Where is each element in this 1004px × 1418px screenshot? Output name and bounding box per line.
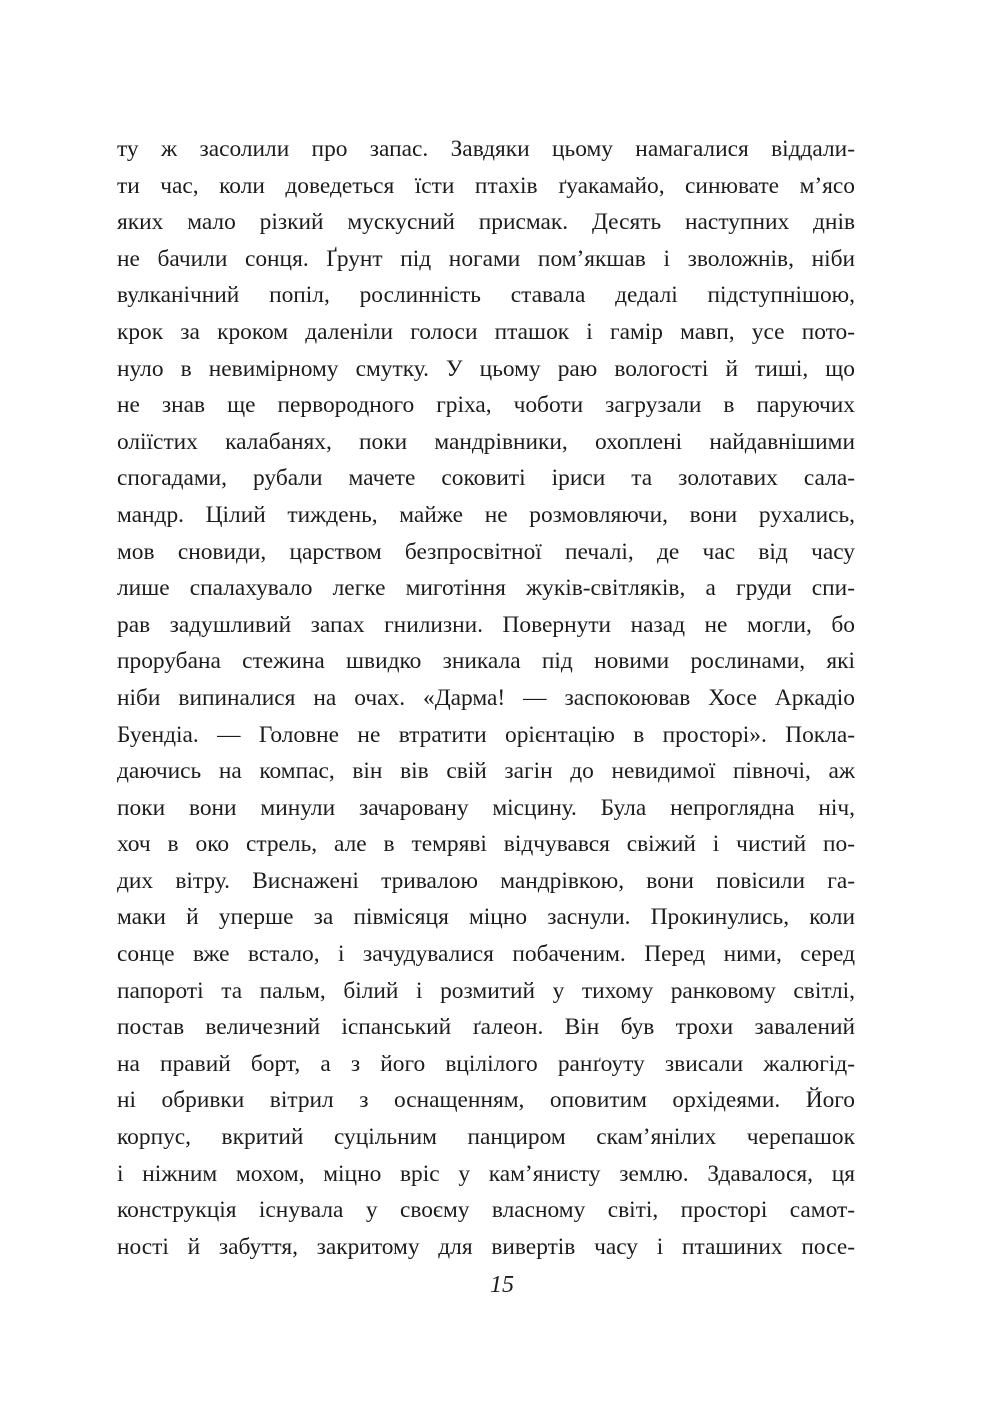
text-line: спогадами, рубали мачете соковиті іриси та золотавих сала-	[117, 465, 855, 492]
text-line: нуло в невимірному смутку. У цьому раю вологості й тиші, що	[117, 355, 855, 382]
text-line: лише спалахувало легке миготіння жуків-світляків, а груди спи-	[117, 575, 855, 602]
text-line: ту ж засолили про запас. Завдяки цьому намагалися віддали-	[117, 136, 855, 162]
text-line: постав величезний іспанський ґалеон. Він був трохи завалений	[117, 1014, 855, 1041]
text-line: дих вітру. Виснажені тривалою мандрівкою, вони повісили га-	[117, 867, 855, 894]
page-number: 15	[490, 1272, 514, 1298]
text-line: і ніжним мохом, міцно вріс у кам’янисту землю. Здавалося, ця	[117, 1160, 855, 1187]
text-line: крок за кроком даленіли голоси пташок і гамір мавп, усе пото-	[117, 318, 855, 345]
text-line: яких мало різкий мускусний присмак. Десять наступних днів	[117, 209, 855, 236]
text-line: не знав ще первородного гріха, чоботи загрузали в паруючих	[117, 392, 855, 419]
text-line: рав задушливий запах гнилизни. Повернути назад не могли, бо	[117, 611, 855, 638]
text-line: маки й уперше за півмісяця міцно заснули. Прокинулись, коли	[117, 904, 855, 931]
text-line: ні обривки вітрил з оснащенням, оповитим орхідеями. Його	[117, 1087, 855, 1114]
text-line: прорубана стежина швидко зникала під новими рослинами, які	[117, 648, 855, 675]
text-line: даючись на компас, він вів свій загін до невидимої півночі, аж	[117, 758, 855, 785]
text-line: не бачили сонця. Ґрунт під ногами пом’якшав і зволожнів, ніби	[117, 245, 855, 272]
text-line: ності й забуття, закритому для вивертів часу і пташиних посе-	[117, 1233, 855, 1260]
text-line: на правий борт, а з його вцілілого ранґоуту звисали жалюгід-	[117, 1050, 855, 1077]
body-text	[117, 131, 855, 1265]
text-line: сонце вже встало, і зачудувалися побаченим. Перед ними, серед	[117, 941, 855, 968]
text-line: ти час, коли доведеться їсти птахів ґуакамайо, синювате м’ясо	[117, 172, 855, 199]
text-line: вулканічний попіл, рослинність ставала дедалі підступнішою,	[117, 282, 855, 309]
text-line: мандр. Цілий тиждень, майже не розмовляючи, вони рухались,	[117, 501, 855, 528]
text-line: мов сновиди, царством безпросвітної печалі, де час від часу	[117, 538, 855, 565]
text-line: корпус, вкритий суцільним панциром скам’янілих черепашок	[117, 1124, 855, 1151]
text-line: конструкція існувала у своєму власному світі, просторі самот-	[117, 1197, 855, 1224]
text-line: ніби випиналися на очах. «Дарма! — заспокоював Хосе Аркадіо	[117, 684, 855, 711]
text-line: хоч в око стрель, але в темряві відчувався свіжий і чистий по-	[117, 831, 855, 858]
text-line: папороті та пальм, білий і розмитий у тихому ранковому світлі,	[117, 977, 855, 1004]
text-line: Буендіа. — Головне не втратити орієнтацію в просторі». Покла-	[117, 721, 855, 748]
text-line: поки вони минули зачаровану місцину. Була непроглядна ніч,	[117, 794, 855, 821]
text-line: оліїстих калабанях, поки мандрівники, охоплені найдавнішими	[117, 428, 855, 455]
